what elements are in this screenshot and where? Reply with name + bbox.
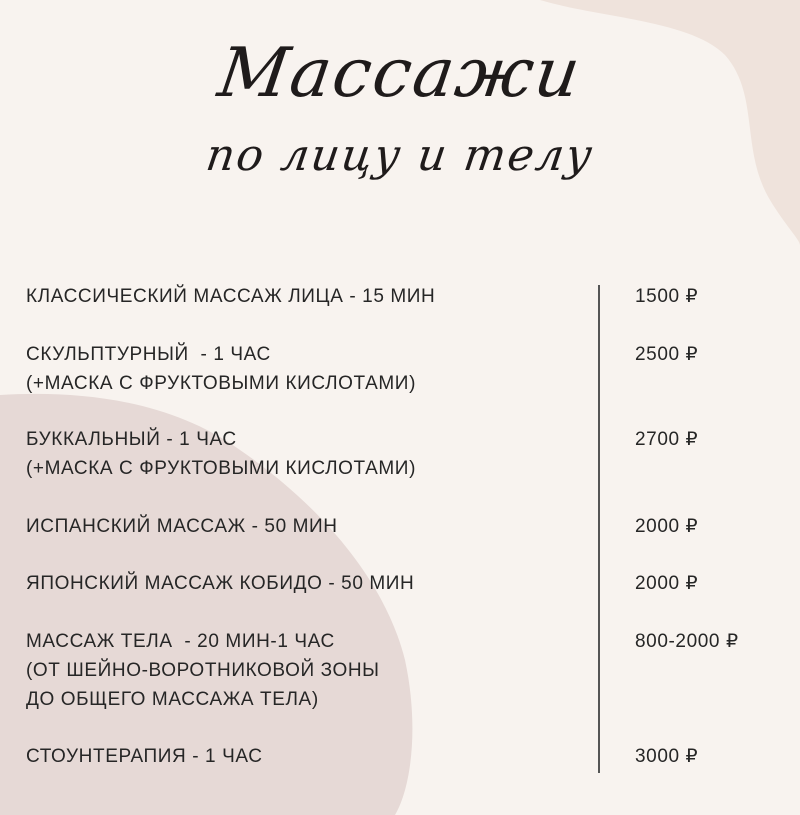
column-divider [598, 285, 600, 773]
service-name: КЛАССИЧЕСКИЙ МАССАЖ ЛИЦА - 15 МИН [26, 286, 436, 307]
title-line-1: Массажи [213, 34, 587, 113]
service-item [26, 742, 263, 771]
service-note: (+МАСКА С ФРУКТОВЫМИ КИСЛОТАМИ) [26, 458, 416, 479]
service-note: (ОТ ШЕЙНО-ВОРОТНИКОВОЙ ЗОНЫ [26, 660, 380, 681]
service-note-2: ДО ОБЩЕГО МАССАЖА ТЕЛА) [26, 689, 319, 710]
service-item [26, 425, 416, 483]
service-name: ЯПОНСКИЙ МАССАЖ КОБИДО - 50 МИН [26, 573, 415, 594]
service-item [26, 569, 414, 598]
service-item [26, 627, 380, 714]
title-line-2: по лицу и телу [202, 130, 598, 181]
page-title [0, 0, 800, 240]
service-name: СКУЛЬПТУРНЫЙ - 1 ЧАС [26, 344, 271, 365]
service-price: 2700 ₽ [635, 429, 699, 450]
service-name: БУККАЛЬНЫЙ - 1 ЧАС [26, 429, 237, 450]
service-note: (+МАСКА С ФРУКТОВЫМИ КИСЛОТАМИ) [26, 373, 416, 394]
service-price: 3000 ₽ [635, 746, 699, 767]
service-price: 800-2000 ₽ [635, 631, 739, 652]
service-price: 2500 ₽ [635, 344, 699, 365]
service-name: МАССАЖ ТЕЛА - 20 МИН-1 ЧАС [26, 631, 335, 652]
service-price: 1500 ₽ [635, 286, 699, 307]
service-item [26, 512, 338, 541]
service-price: 2000 ₽ [635, 573, 699, 594]
service-price: 2000 ₽ [635, 516, 699, 537]
service-item [26, 340, 416, 398]
service-name: СТОУНТЕРАПИЯ - 1 ЧАС [26, 746, 263, 767]
service-name: ИСПАНСКИЙ МАССАЖ - 50 МИН [26, 516, 338, 537]
service-item [26, 282, 435, 311]
